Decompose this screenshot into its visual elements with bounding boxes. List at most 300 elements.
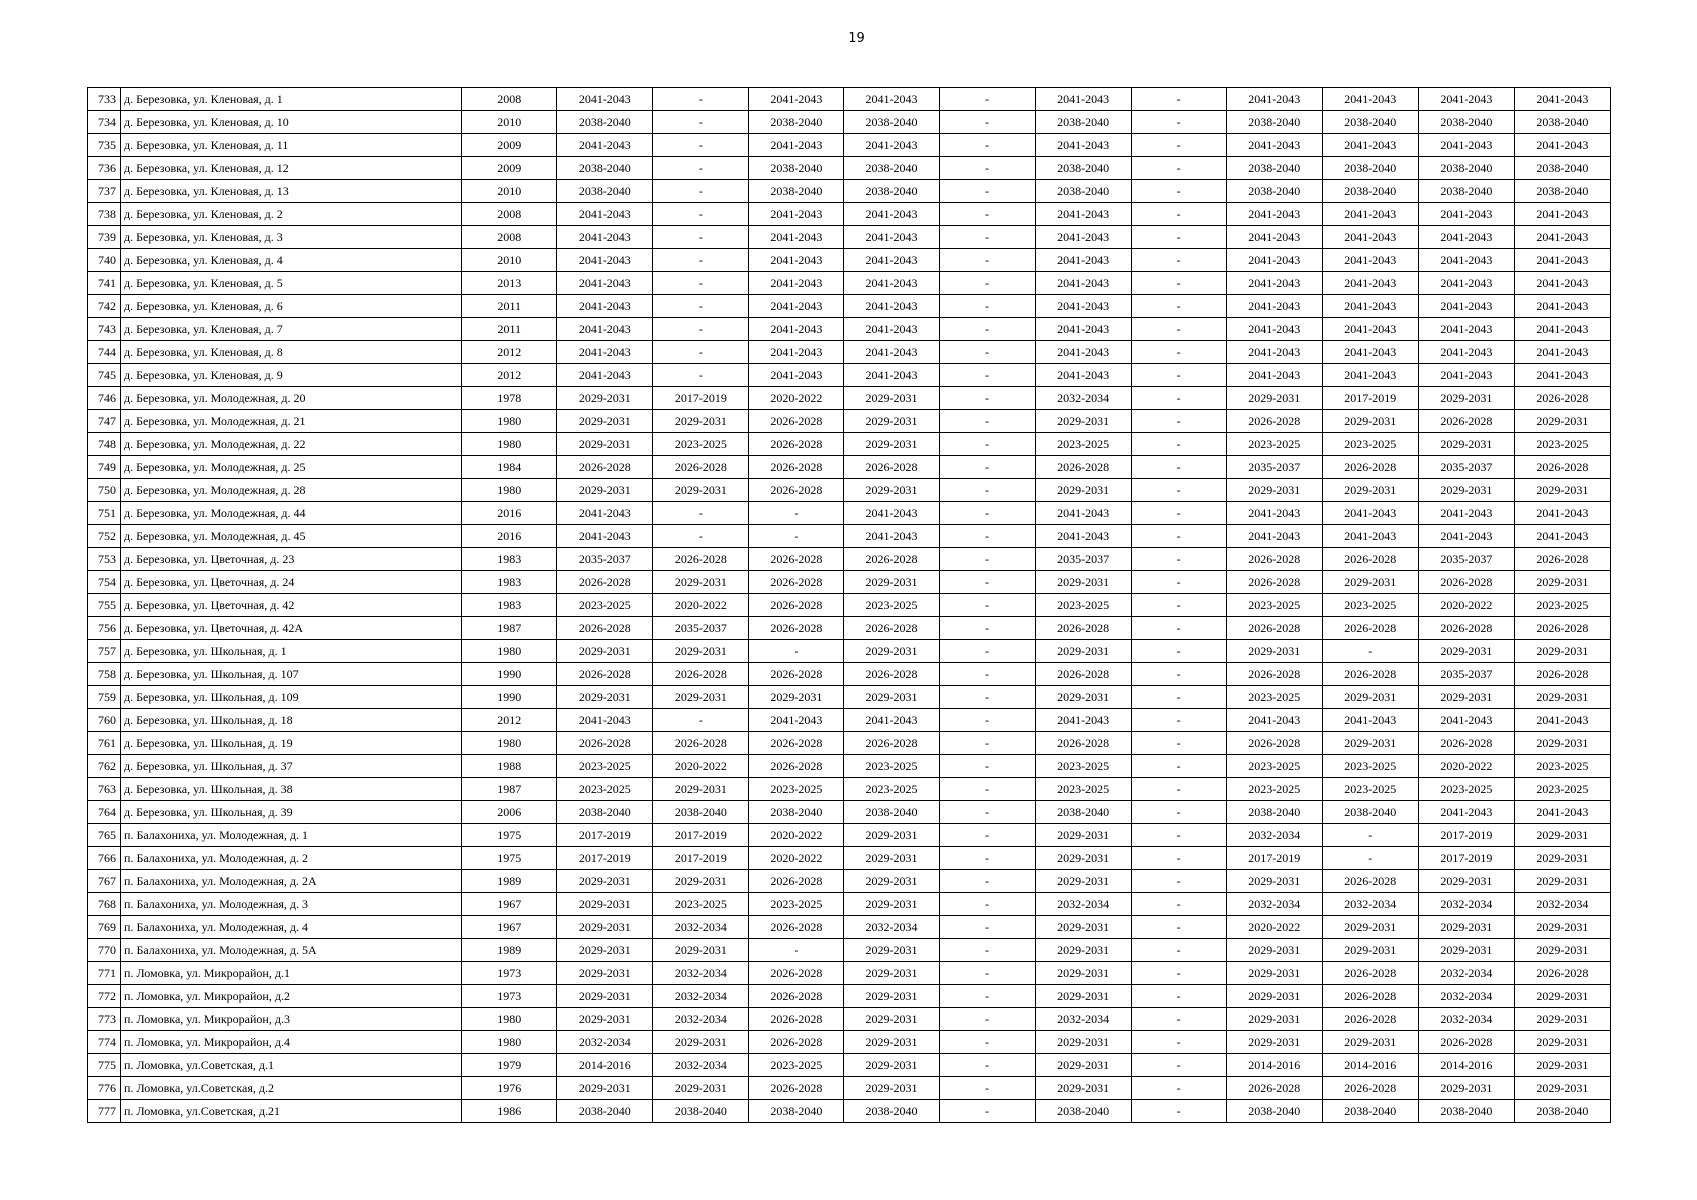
cell-period-3: 2023-2025 [749,1054,844,1077]
cell-period-8: 2029-2031 [1226,1008,1322,1031]
table-row [88,893,1611,916]
cell-period-8: 2038-2040 [1226,111,1322,134]
cell-period-4: 2041-2043 [844,203,939,226]
cell-period-2: 2020-2022 [653,755,749,778]
cell-period-4: 2023-2025 [844,594,939,617]
cell-period-10: 2041-2043 [1418,318,1514,341]
cell-build-year: 1980 [462,732,557,755]
cell-period-11: 2026-2028 [1514,456,1610,479]
cell-period-8: 2041-2043 [1226,134,1322,157]
cell-period-5: - [939,410,1035,433]
cell-build-year: 2010 [462,180,557,203]
cell-period-8: 2038-2040 [1226,1100,1322,1123]
cell-address: д. Березовка, ул. Кленовая, д. 1 [121,88,462,111]
cell-period-8: 2026-2028 [1226,663,1322,686]
table-row [88,985,1611,1008]
table-row [88,1008,1611,1031]
cell-row-number: 733 [88,88,121,111]
cell-period-10: 2041-2043 [1418,203,1514,226]
cell-period-6: 2041-2043 [1035,226,1131,249]
cell-period-1: 2041-2043 [557,364,653,387]
cell-period-2: 2038-2040 [653,1100,749,1123]
cell-period-1: 2041-2043 [557,295,653,318]
cell-period-2: - [653,249,749,272]
cell-period-8: 2038-2040 [1226,180,1322,203]
cell-period-3: 2020-2022 [749,847,844,870]
cell-period-6: 2029-2031 [1035,410,1131,433]
cell-period-6: 2023-2025 [1035,755,1131,778]
cell-address: д. Березовка, ул. Школьная, д. 109 [121,686,462,709]
table-row [88,180,1611,203]
cell-row-number: 776 [88,1077,121,1100]
cell-period-4: 2026-2028 [844,732,939,755]
cell-address: п. Ломовка, ул.Советская, д.21 [121,1100,462,1123]
cell-period-10: 2041-2043 [1418,525,1514,548]
cell-period-11: 2041-2043 [1514,88,1610,111]
cell-period-5: - [939,801,1035,824]
cell-period-10: 2026-2028 [1418,410,1514,433]
cell-period-9: 2038-2040 [1322,157,1418,180]
cell-period-10: 2026-2028 [1418,1031,1514,1054]
cell-period-9: 2041-2043 [1322,272,1418,295]
cell-period-7: - [1131,111,1226,134]
cell-address: д. Березовка, ул. Кленовая, д. 7 [121,318,462,341]
cell-period-4: 2029-2031 [844,1077,939,1100]
cell-period-3: 2026-2028 [749,1031,844,1054]
cell-period-1: 2029-2031 [557,985,653,1008]
cell-period-1: 2029-2031 [557,387,653,410]
cell-period-6: 2038-2040 [1035,1100,1131,1123]
cell-period-6: 2041-2043 [1035,341,1131,364]
cell-row-number: 738 [88,203,121,226]
cell-build-year: 2016 [462,502,557,525]
table-row [88,916,1611,939]
cell-period-2: - [653,134,749,157]
cell-period-10: 2029-2031 [1418,686,1514,709]
cell-row-number: 736 [88,157,121,180]
cell-period-9: 2041-2043 [1322,502,1418,525]
cell-period-7: - [1131,1031,1226,1054]
cell-period-6: 2029-2031 [1035,1031,1131,1054]
cell-row-number: 770 [88,939,121,962]
cell-period-11: 2041-2043 [1514,272,1610,295]
cell-period-4: 2041-2043 [844,226,939,249]
cell-period-4: 2038-2040 [844,180,939,203]
cell-period-9: 2038-2040 [1322,111,1418,134]
cell-period-9: 2026-2028 [1322,870,1418,893]
cell-address: д. Березовка, ул. Цветочная, д. 42 [121,594,462,617]
cell-period-4: 2029-2031 [844,1008,939,1031]
cell-row-number: 760 [88,709,121,732]
cell-period-5: - [939,433,1035,456]
cell-period-7: - [1131,249,1226,272]
cell-address: д. Березовка, ул. Молодежная, д. 21 [121,410,462,433]
cell-address: д. Березовка, ул. Школьная, д. 19 [121,732,462,755]
cell-period-1: 2041-2043 [557,226,653,249]
cell-period-5: - [939,180,1035,203]
cell-address: п. Балахониха, ул. Молодежная, д. 3 [121,893,462,916]
cell-period-6: 2026-2028 [1035,617,1131,640]
cell-period-3: 2026-2028 [749,732,844,755]
cell-period-1: 2029-2031 [557,1008,653,1031]
cell-period-2: 2029-2031 [653,640,749,663]
table-row [88,594,1611,617]
cell-build-year: 1983 [462,548,557,571]
cell-period-9: 2023-2025 [1322,594,1418,617]
cell-address: д. Березовка, ул. Кленовая, д. 11 [121,134,462,157]
cell-period-6: 2041-2043 [1035,295,1131,318]
cell-period-7: - [1131,778,1226,801]
cell-period-9: 2023-2025 [1322,433,1418,456]
cell-build-year: 1973 [462,985,557,1008]
cell-address: д. Березовка, ул. Школьная, д. 39 [121,801,462,824]
cell-period-10: 2029-2031 [1418,870,1514,893]
cell-period-10: 2041-2043 [1418,364,1514,387]
cell-build-year: 2010 [462,111,557,134]
cell-period-3: 2038-2040 [749,157,844,180]
cell-period-4: 2029-2031 [844,962,939,985]
cell-period-8: 2029-2031 [1226,870,1322,893]
cell-period-1: 2026-2028 [557,456,653,479]
cell-period-3: 2023-2025 [749,778,844,801]
cell-period-6: 2041-2043 [1035,134,1131,157]
cell-build-year: 1990 [462,663,557,686]
cell-period-6: 2029-2031 [1035,571,1131,594]
cell-row-number: 758 [88,663,121,686]
cell-period-1: 2041-2043 [557,341,653,364]
cell-period-10: 2029-2031 [1418,479,1514,502]
cell-period-6: 2035-2037 [1035,548,1131,571]
cell-address: д. Березовка, ул. Кленовая, д. 9 [121,364,462,387]
cell-period-7: - [1131,272,1226,295]
cell-address: п. Ломовка, ул. Микрорайон, д.4 [121,1031,462,1054]
cell-period-1: 2032-2034 [557,1031,653,1054]
cell-period-1: 2014-2016 [557,1054,653,1077]
cell-period-7: - [1131,88,1226,111]
cell-period-4: 2038-2040 [844,111,939,134]
cell-address: д. Березовка, ул. Цветочная, д. 24 [121,571,462,594]
cell-period-9: 2026-2028 [1322,548,1418,571]
cell-period-3: 2038-2040 [749,111,844,134]
cell-period-7: - [1131,180,1226,203]
cell-period-2: 2026-2028 [653,548,749,571]
cell-period-6: 2029-2031 [1035,939,1131,962]
cell-period-10: 2041-2043 [1418,502,1514,525]
cell-address: д. Березовка, ул. Школьная, д. 1 [121,640,462,663]
cell-period-9: 2029-2031 [1322,571,1418,594]
cell-period-4: 2029-2031 [844,870,939,893]
cell-period-3: 2026-2028 [749,594,844,617]
cell-period-10: 2020-2022 [1418,594,1514,617]
cell-row-number: 759 [88,686,121,709]
cell-period-2: 2038-2040 [653,801,749,824]
cell-period-4: 2038-2040 [844,157,939,180]
cell-period-11: 2029-2031 [1514,847,1610,870]
cell-period-3: 2020-2022 [749,387,844,410]
cell-period-2: 2029-2031 [653,1077,749,1100]
cell-period-1: 2041-2043 [557,203,653,226]
cell-build-year: 1986 [462,1100,557,1123]
cell-period-5: - [939,341,1035,364]
cell-period-6: 2023-2025 [1035,778,1131,801]
cell-period-4: 2029-2031 [844,387,939,410]
cell-build-year: 2008 [462,88,557,111]
cell-period-10: 2041-2043 [1418,801,1514,824]
cell-period-1: 2041-2043 [557,709,653,732]
table-row [88,640,1611,663]
cell-period-2: 2017-2019 [653,824,749,847]
cell-period-7: - [1131,732,1226,755]
cell-period-11: 2029-2031 [1514,571,1610,594]
cell-period-5: - [939,663,1035,686]
cell-period-11: 2041-2043 [1514,226,1610,249]
cell-period-4: 2029-2031 [844,640,939,663]
cell-period-9: 2029-2031 [1322,686,1418,709]
cell-period-4: 2023-2025 [844,778,939,801]
cell-period-10: 2032-2034 [1418,1008,1514,1031]
cell-period-2: 2035-2037 [653,617,749,640]
cell-period-4: 2032-2034 [844,916,939,939]
cell-period-6: 2029-2031 [1035,985,1131,1008]
cell-period-9: 2026-2028 [1322,985,1418,1008]
cell-period-10: 2035-2037 [1418,456,1514,479]
cell-period-11: 2023-2025 [1514,755,1610,778]
cell-period-5: - [939,755,1035,778]
cell-period-10: 2023-2025 [1418,778,1514,801]
table-row [88,134,1611,157]
cell-period-1: 2026-2028 [557,571,653,594]
cell-period-3: 2041-2043 [749,203,844,226]
cell-period-8: 2029-2031 [1226,1031,1322,1054]
cell-address: п. Балахониха, ул. Молодежная, д. 4 [121,916,462,939]
cell-period-11: 2023-2025 [1514,433,1610,456]
cell-row-number: 747 [88,410,121,433]
cell-period-6: 2032-2034 [1035,387,1131,410]
cell-period-4: 2041-2043 [844,249,939,272]
cell-period-4: 2029-2031 [844,479,939,502]
cell-period-4: 2029-2031 [844,985,939,1008]
cell-period-3: 2041-2043 [749,88,844,111]
cell-build-year: 2012 [462,709,557,732]
cell-period-6: 2029-2031 [1035,916,1131,939]
cell-build-year: 1980 [462,433,557,456]
cell-build-year: 1975 [462,847,557,870]
cell-period-9: 2026-2028 [1322,962,1418,985]
cell-period-1: 2017-2019 [557,824,653,847]
cell-period-7: - [1131,686,1226,709]
cell-period-8: 2041-2043 [1226,272,1322,295]
cell-period-7: - [1131,341,1226,364]
cell-period-2: - [653,111,749,134]
cell-period-5: - [939,456,1035,479]
cell-row-number: 737 [88,180,121,203]
cell-period-8: 2041-2043 [1226,364,1322,387]
cell-period-2: 2026-2028 [653,456,749,479]
cell-period-7: - [1131,226,1226,249]
cell-build-year: 1989 [462,870,557,893]
cell-period-3: 2041-2043 [749,364,844,387]
cell-period-5: - [939,479,1035,502]
cell-period-2: 2029-2031 [653,870,749,893]
cell-period-2: - [653,525,749,548]
cell-period-7: - [1131,847,1226,870]
cell-address: д. Березовка, ул. Молодежная, д. 44 [121,502,462,525]
cell-row-number: 775 [88,1054,121,1077]
cell-period-11: 2041-2043 [1514,295,1610,318]
cell-period-9: 2038-2040 [1322,801,1418,824]
cell-period-2: 2023-2025 [653,893,749,916]
cell-period-3: 2026-2028 [749,571,844,594]
cell-period-8: 2026-2028 [1226,617,1322,640]
cell-period-4: 2029-2031 [844,1031,939,1054]
cell-period-7: - [1131,571,1226,594]
cell-period-8: 2023-2025 [1226,755,1322,778]
cell-period-10: 2041-2043 [1418,295,1514,318]
cell-period-1: 2041-2043 [557,88,653,111]
cell-period-9: 2041-2043 [1322,249,1418,272]
cell-period-2: 2017-2019 [653,387,749,410]
cell-build-year: 1987 [462,778,557,801]
cell-build-year: 2009 [462,134,557,157]
table-row [88,778,1611,801]
cell-period-8: 2038-2040 [1226,801,1322,824]
cell-period-1: 2038-2040 [557,157,653,180]
cell-build-year: 2013 [462,272,557,295]
cell-period-4: 2041-2043 [844,341,939,364]
cell-period-5: - [939,1100,1035,1123]
cell-row-number: 751 [88,502,121,525]
cell-period-7: - [1131,1077,1226,1100]
cell-address: п. Ломовка, ул.Советская, д.2 [121,1077,462,1100]
cell-build-year: 2016 [462,525,557,548]
cell-period-3: 2041-2043 [749,272,844,295]
cell-period-5: - [939,1077,1035,1100]
cell-period-6: 2041-2043 [1035,364,1131,387]
cell-period-7: - [1131,502,1226,525]
cell-period-9: 2041-2043 [1322,318,1418,341]
cell-period-2: 2029-2031 [653,1031,749,1054]
cell-period-6: 2041-2043 [1035,88,1131,111]
cell-period-1: 2041-2043 [557,249,653,272]
cell-period-1: 2026-2028 [557,732,653,755]
cell-period-5: - [939,893,1035,916]
cell-period-8: 2026-2028 [1226,410,1322,433]
cell-period-3: 2026-2028 [749,985,844,1008]
cell-period-7: - [1131,801,1226,824]
cell-period-11: 2029-2031 [1514,686,1610,709]
cell-period-8: 2041-2043 [1226,709,1322,732]
cell-address: п. Ломовка, ул. Микрорайон, д.2 [121,985,462,1008]
cell-address: п. Ломовка, ул. Микрорайон, д.1 [121,962,462,985]
cell-period-10: 2041-2043 [1418,226,1514,249]
cell-address: д. Березовка, ул. Молодежная, д. 20 [121,387,462,410]
cell-period-11: 2029-2031 [1514,1008,1610,1031]
cell-period-4: 2041-2043 [844,318,939,341]
cell-period-7: - [1131,709,1226,732]
cell-period-9: 2029-2031 [1322,1031,1418,1054]
cell-build-year: 1975 [462,824,557,847]
cell-period-9: - [1322,640,1418,663]
cell-period-1: 2029-2031 [557,939,653,962]
cell-period-11: 2029-2031 [1514,939,1610,962]
cell-period-2: 2032-2034 [653,916,749,939]
cell-period-1: 2041-2043 [557,525,653,548]
table-row [88,203,1611,226]
cell-build-year: 1967 [462,893,557,916]
cell-period-6: 2038-2040 [1035,180,1131,203]
cell-period-7: - [1131,456,1226,479]
cell-period-2: 2029-2031 [653,410,749,433]
cell-period-1: 2038-2040 [557,111,653,134]
cell-period-10: 2014-2016 [1418,1054,1514,1077]
cell-period-4: 2023-2025 [844,755,939,778]
cell-period-11: 2041-2043 [1514,801,1610,824]
cell-row-number: 741 [88,272,121,295]
cell-period-3: 2026-2028 [749,456,844,479]
cell-address: п. Балахониха, ул. Молодежная, д. 2А [121,870,462,893]
cell-period-6: 2029-2031 [1035,640,1131,663]
cell-period-2: 2020-2022 [653,594,749,617]
cell-period-5: - [939,778,1035,801]
cell-period-8: 2038-2040 [1226,157,1322,180]
cell-period-9: 2041-2043 [1322,203,1418,226]
cell-period-1: 2041-2043 [557,318,653,341]
cell-period-4: 2041-2043 [844,502,939,525]
cell-period-10: 2041-2043 [1418,341,1514,364]
cell-period-4: 2038-2040 [844,801,939,824]
cell-period-6: 2041-2043 [1035,203,1131,226]
cell-build-year: 1979 [462,1054,557,1077]
cell-address: д. Березовка, ул. Кленовая, д. 10 [121,111,462,134]
table-row [88,387,1611,410]
cell-period-6: 2041-2043 [1035,502,1131,525]
cell-build-year: 1990 [462,686,557,709]
cell-period-7: - [1131,387,1226,410]
table-row [88,571,1611,594]
cell-period-9: - [1322,847,1418,870]
table-row [88,502,1611,525]
cell-period-7: - [1131,824,1226,847]
cell-address: п. Ломовка, ул. Микрорайон, д.3 [121,1008,462,1031]
cell-period-6: 2038-2040 [1035,157,1131,180]
cell-period-8: 2041-2043 [1226,318,1322,341]
cell-period-2: - [653,203,749,226]
cell-address: д. Березовка, ул. Кленовая, д. 12 [121,157,462,180]
cell-period-10: 2041-2043 [1418,134,1514,157]
cell-period-11: 2041-2043 [1514,502,1610,525]
cell-period-6: 2029-2031 [1035,962,1131,985]
cell-period-1: 2029-2031 [557,916,653,939]
cell-period-11: 2029-2031 [1514,1031,1610,1054]
cell-row-number: 755 [88,594,121,617]
cell-period-7: - [1131,433,1226,456]
cell-period-9: 2032-2034 [1322,893,1418,916]
cell-period-4: 2029-2031 [844,410,939,433]
cell-period-8: 2023-2025 [1226,686,1322,709]
cell-period-1: 2026-2028 [557,617,653,640]
cell-period-3: 2026-2028 [749,916,844,939]
cell-period-4: 2029-2031 [844,433,939,456]
cell-address: д. Березовка, ул. Школьная, д. 38 [121,778,462,801]
cell-period-10: 2041-2043 [1418,88,1514,111]
cell-period-11: 2026-2028 [1514,663,1610,686]
table-row [88,364,1611,387]
cell-period-10: 2035-2037 [1418,548,1514,571]
cell-period-5: - [939,985,1035,1008]
cell-period-2: - [653,88,749,111]
cell-period-11: 2041-2043 [1514,134,1610,157]
cell-period-9: 2014-2016 [1322,1054,1418,1077]
